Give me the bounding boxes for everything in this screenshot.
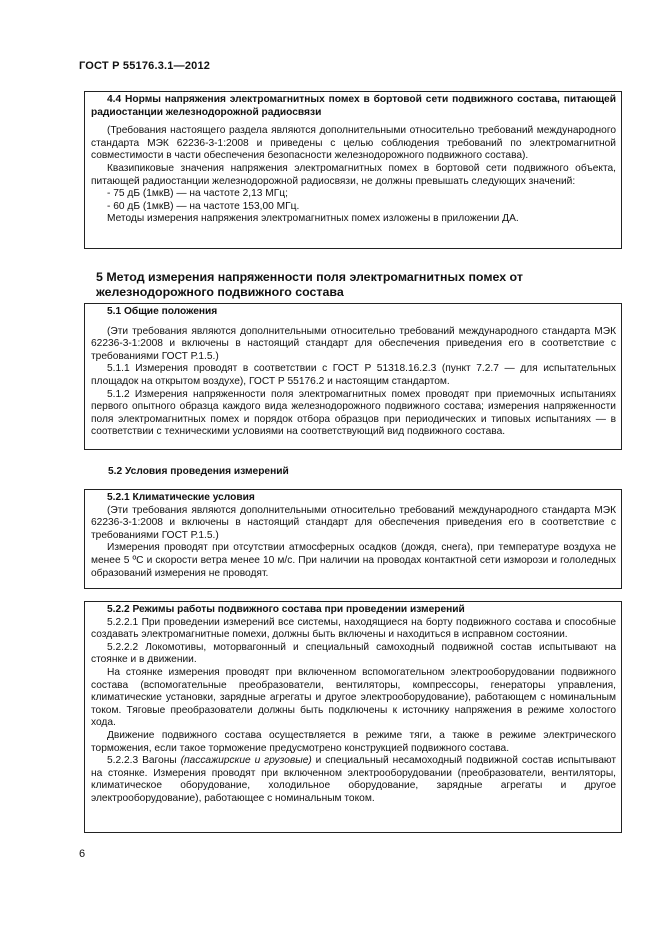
clause-5-2-2-3	[91, 755, 616, 805]
section-4-4-paragraph: (Требования настоящего раздела являются дополнительными относительно требований международного стандарта МЭК 62236-3-1:2008 и приведены с целью соблюдения требований по электромагнитной совместимости в части обеспечения безопасности железнодорожного подвижного состава).	[91, 125, 616, 162]
clause-text: 5.2.2.3 Вагоны	[107, 755, 181, 767]
clause-5-2-2-2: 5.2.2.2 Локомотивы, моторвагонный и специальный самоходный подвижной состав испытывают на стоянке и в движении.	[91, 641, 616, 666]
section-5-2-2-title: 5.2.2 Режимы работы подвижного состава при проведении измерений	[107, 604, 465, 615]
section-4-4-title: 4.4 Нормы напряжения электромагнитных помех в бортовой сети подвижного состава, питающей радиостанции железнодорожной радиосвязи	[91, 94, 616, 118]
section-5-1-title: 5.1 Общие положения	[107, 306, 218, 317]
document-id: ГОСТ Р 55176.3.1—2012	[79, 60, 211, 72]
clause-5-1-2: 5.1.2 Измерения напряженности поля электромагнитных помех проводят при приемочных испытаниях первого опытного образца каждого вида железнодорожного подвижного состава; измерения напряженности поля электромагнитных помех и порядок отбора образцов при периодических и типовых испытаниях — в соответствии с техническими условиями на соответствующий вид подвижного состава.	[91, 388, 616, 438]
clause-5-1-1: 5.1.1 Измерения проводят в соответствии с ГОСТ Р 51318.16.2.3 (пункт 7.2.7 — для испытательных площадок на открытом воздухе), ГОСТ Р 55176.2 и настоящим стандартом.	[91, 363, 616, 387]
section-5-2-heading: 5.2 Условия проведения измерений	[108, 466, 289, 477]
section-5-1-box	[84, 303, 622, 450]
section-5-2-2-paragraph: Движение подвижного состава осуществляется в режиме тяги, а также в режиме электрического торможения, если такое торможение предусмотрено конструкцией подвижного состава.	[91, 729, 616, 754]
section-5-2-2-box	[84, 601, 622, 833]
clause-text: и специальный несамоходный подвижной состав испытывают на стоянке. Измерения проводят при включенном электрооборудовании (преобразователи, вентиляторы, климатическое оборудование, холодильное оборудование, зарядные агрегаты и другое электрооборудование), работающее с номинальным током.	[91, 755, 616, 804]
section-4-4-paragraph: Квазипиковые значения напряжения электромагнитных помех в бортовой сети подвижного объекта, питающей радиостанции железнодорожной радиосвязи, не должны превышать следующих значений:	[91, 162, 616, 187]
section-5-2-1-paragraph: Измерения проводят при отсутствии атмосферных осадков (дождя, снега), при температуре воздуха не менее 5 ºС и скорости ветра менее 10 м/с. При наличии на проводах контактной сети изморози и гололедных образований измерения не проводят.	[91, 542, 616, 579]
section-5-2-2-paragraph: На стоянке измерения проводят при включенном вспомогательном электрооборудовании подвижного состава (вспомогательные преобразователи, вентиляторы, компрессоры, генераторы управления, климатические установки, зарядные агрегаты и другое электрооборудование), работающем с номинальным током. Тяговые преобразователи должны быть подключены к источнику напряжения в режиме холостого хода.	[91, 666, 616, 729]
section-5-2-1-title: 5.2.1 Климатические условия	[107, 492, 255, 503]
section-4-4-paragraph: Методы измерения напряжения электромагнитных помех изложены в приложении ДА.	[107, 213, 519, 225]
section-5-2-1-box	[84, 489, 622, 589]
clause-5-2-2-1: 5.2.2.1 При проведении измерений все системы, находящиеся на борту подвижного состава и способные создавать электромагнитные помехи, должны быть включены и находиться в исправном состоянии.	[91, 616, 616, 641]
clause-emphasis: (пассажирские и грузовые)	[180, 755, 312, 767]
section-5-2-1-paragraph: (Эти требования являются дополнительными относительно требований международного стандарта МЭК 62236-3-1:2008 и включены в настоящий стандарт для обеспечения приведения его в соответствие с требованиями ГОСТ Р.1.5.)	[91, 504, 616, 541]
list-item: - 60 дБ (1мкВ) — на частоте 153,00 МГц.	[107, 200, 300, 212]
section-5-heading: 5 Метод измерения напряженности поля электромагнитных помех от железнодорожного подвижного состава	[96, 270, 523, 300]
list-item: - 75 дБ (1мкВ) — на частоте 2,13 МГц;	[107, 188, 288, 200]
section-4-4-box	[84, 91, 622, 249]
page-number: 6	[79, 848, 86, 860]
section-5-1-paragraph: (Эти требования являются дополнительными относительно требований международного стандарта МЭК 62236-3-1:2008 и включены в настоящий стандарт для обеспечения приведения его в соответствие с требованиями ГОСТ Р.1.5.)	[91, 325, 616, 362]
